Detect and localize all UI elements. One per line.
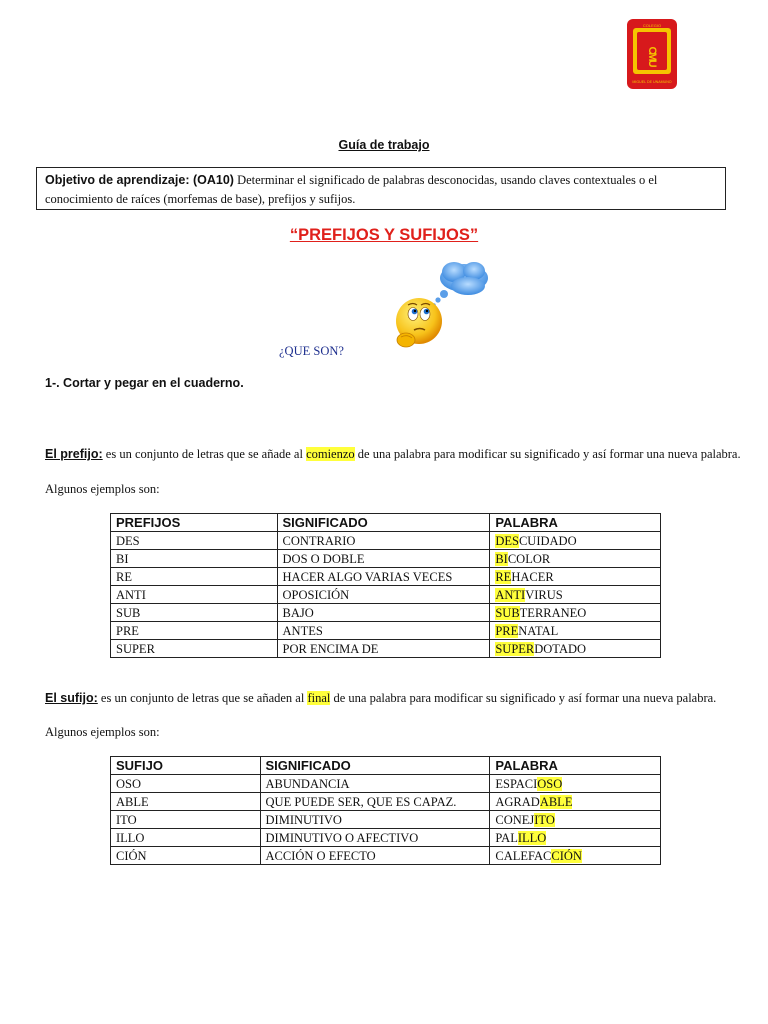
page-title: Guía de trabajo [338, 138, 430, 152]
meaning-text: QUE PUEDE SER, QUE ES CAPAZ. [265, 794, 457, 809]
affix-cell [111, 847, 261, 865]
objective-text: Determinar el significado de palabras desconocidas, usando claves contextuales o el conocimiento de raíces (morfemas de base), prefijos y sufijos. [45, 173, 658, 206]
meaning-cell [277, 568, 490, 586]
affix-cell [111, 775, 261, 793]
affix-text: ILLO [116, 830, 145, 845]
word-cell [490, 568, 661, 586]
objective-box [36, 167, 726, 210]
affix-text: PRE [116, 623, 139, 638]
suffix-text-after: de una palabra para modificar su significado y así formar una nueva palabra. [330, 691, 717, 705]
word-highlight: ILLO [517, 830, 547, 845]
meaning-text: DIMINUTIVO [265, 812, 342, 827]
word-highlight: DES [495, 533, 519, 548]
meaning-cell [260, 775, 490, 793]
word-highlight: ANTI [495, 587, 526, 602]
prefix-examples-label: Algunos ejemplos son: [45, 482, 160, 496]
prefix-definition [45, 447, 741, 462]
prefix-text-before: es un conjunto de letras que se añade al [102, 447, 307, 461]
meaning-cell [277, 532, 490, 550]
table-row [111, 775, 661, 793]
school-crest-icon [626, 18, 678, 90]
suffix-text-before: es un conjunto de letras que se añaden al [97, 691, 308, 705]
word-base: ESPACI [495, 776, 538, 791]
word-cell [490, 622, 661, 640]
word-cell [490, 640, 661, 658]
meaning-cell [260, 811, 490, 829]
suffix-term: El sufijo: [45, 691, 98, 705]
affix-text: CIÓN [116, 848, 147, 863]
meaning-cell [277, 604, 490, 622]
meaning-text: HACER ALGO VARIAS VECES [282, 569, 453, 584]
meaning-text: CONTRARIO [282, 533, 356, 548]
logo-top-text: COLEGIO [642, 23, 662, 28]
meaning-cell [260, 847, 490, 865]
prefix-highlight: comienzo [306, 447, 355, 461]
prefix-text-after: de una palabra para modificar su significado y así formar una nueva palabra. [354, 447, 741, 461]
word-highlight: ABLE [539, 794, 573, 809]
table-row [111, 550, 661, 568]
word-base: CONEJ [495, 812, 535, 827]
logo-letters: CMU [646, 46, 658, 66]
affix-text: ABLE [116, 794, 149, 809]
table-row [111, 532, 661, 550]
word-highlight: OSO [537, 776, 563, 791]
affix-text: BI [116, 551, 129, 566]
meaning-text: DIMINUTIVO O AFECTIVO [265, 830, 419, 845]
word-highlight: SUB [495, 605, 520, 620]
suffix-examples-label: Algunos ejemplos son: [45, 725, 160, 739]
table-row [111, 604, 661, 622]
word-cell [490, 829, 661, 847]
table-header-row [111, 514, 661, 532]
table-row [111, 622, 661, 640]
word-base: CALEFAC [495, 848, 552, 863]
meaning-text: OPOSICIÓN [282, 587, 350, 602]
affix-cell [111, 793, 261, 811]
affix-text: ITO [116, 812, 137, 827]
word-rest: HACER [511, 569, 554, 584]
prefix-term: El prefijo: [45, 447, 103, 461]
word-cell [490, 550, 661, 568]
word-rest: TERRANEO [519, 605, 587, 620]
word-highlight: PRE [495, 623, 519, 638]
column-header: SIGNIFICADO [260, 757, 490, 775]
instruction-text: 1-. Cortar y pegar en el cuaderno. [45, 376, 244, 390]
meaning-cell [277, 586, 490, 604]
word-highlight: CIÓN [551, 848, 582, 863]
word-base: PAL [495, 830, 518, 845]
thinking-emoji-icon [388, 258, 493, 358]
meaning-text: BAJO [282, 605, 314, 620]
table-row [111, 586, 661, 604]
word-rest: NATAL [518, 623, 559, 638]
word-highlight: BI [495, 551, 508, 566]
objective-label: Objetivo de aprendizaje: (OA10) [45, 173, 234, 187]
word-rest: DOTADO [534, 641, 587, 656]
column-header: SUFIJO [111, 757, 261, 775]
affix-cell [111, 586, 278, 604]
word-rest: VIRUS [525, 587, 563, 602]
prefix-table [110, 513, 661, 658]
word-cell [490, 847, 661, 865]
affix-cell [111, 532, 278, 550]
affix-text: RE [116, 569, 132, 584]
affix-cell [111, 640, 278, 658]
logo-bottom-text: MIGUEL DE UNAMUNO [632, 80, 672, 84]
table-row [111, 640, 661, 658]
table-row [111, 811, 661, 829]
word-cell [490, 811, 661, 829]
affix-text: SUPER [116, 641, 155, 656]
word-highlight: RE [495, 569, 512, 584]
word-base: AGRAD [495, 794, 540, 809]
word-highlight: ITO [534, 812, 555, 827]
word-highlight: SUPER [495, 641, 535, 656]
affix-cell [111, 550, 278, 568]
word-cell [490, 532, 661, 550]
affix-text: SUB [116, 605, 141, 620]
meaning-cell [260, 829, 490, 847]
meaning-text: ABUNDANCIA [265, 776, 350, 791]
table-row [111, 829, 661, 847]
word-cell [490, 586, 661, 604]
affix-text: DES [116, 533, 140, 548]
meaning-cell [277, 640, 490, 658]
affix-text: ANTI [116, 587, 146, 602]
affix-cell [111, 604, 278, 622]
word-rest: CUIDADO [518, 533, 577, 548]
table-row [111, 568, 661, 586]
word-rest: COLOR [507, 551, 551, 566]
affix-cell [111, 829, 261, 847]
suffix-definition [45, 691, 716, 706]
affix-text: OSO [116, 776, 142, 791]
table-header-row [111, 757, 661, 775]
column-header: PALABRA [490, 757, 661, 775]
word-cell [490, 775, 661, 793]
meaning-cell [277, 550, 490, 568]
column-header: PREFIJOS [111, 514, 278, 532]
word-cell [490, 604, 661, 622]
table-row [111, 793, 661, 811]
meaning-cell [277, 622, 490, 640]
meaning-cell [260, 793, 490, 811]
affix-cell [111, 811, 261, 829]
suffix-table [110, 756, 661, 865]
affix-cell [111, 568, 278, 586]
meaning-text: DOS O DOBLE [282, 551, 365, 566]
meaning-text: ANTES [282, 623, 323, 638]
meaning-text: ACCIÓN O EFECTO [265, 848, 376, 863]
table-row [111, 847, 661, 865]
word-cell [490, 793, 661, 811]
column-header: PALABRA [490, 514, 661, 532]
main-heading: “PREFIJOS Y SUFIJOS” [289, 226, 479, 244]
suffix-highlight: final [307, 691, 331, 705]
affix-cell [111, 622, 278, 640]
meaning-text: POR ENCIMA DE [282, 641, 379, 656]
column-header: SIGNIFICADO [277, 514, 490, 532]
question-text: ¿QUE SON? [279, 344, 344, 358]
